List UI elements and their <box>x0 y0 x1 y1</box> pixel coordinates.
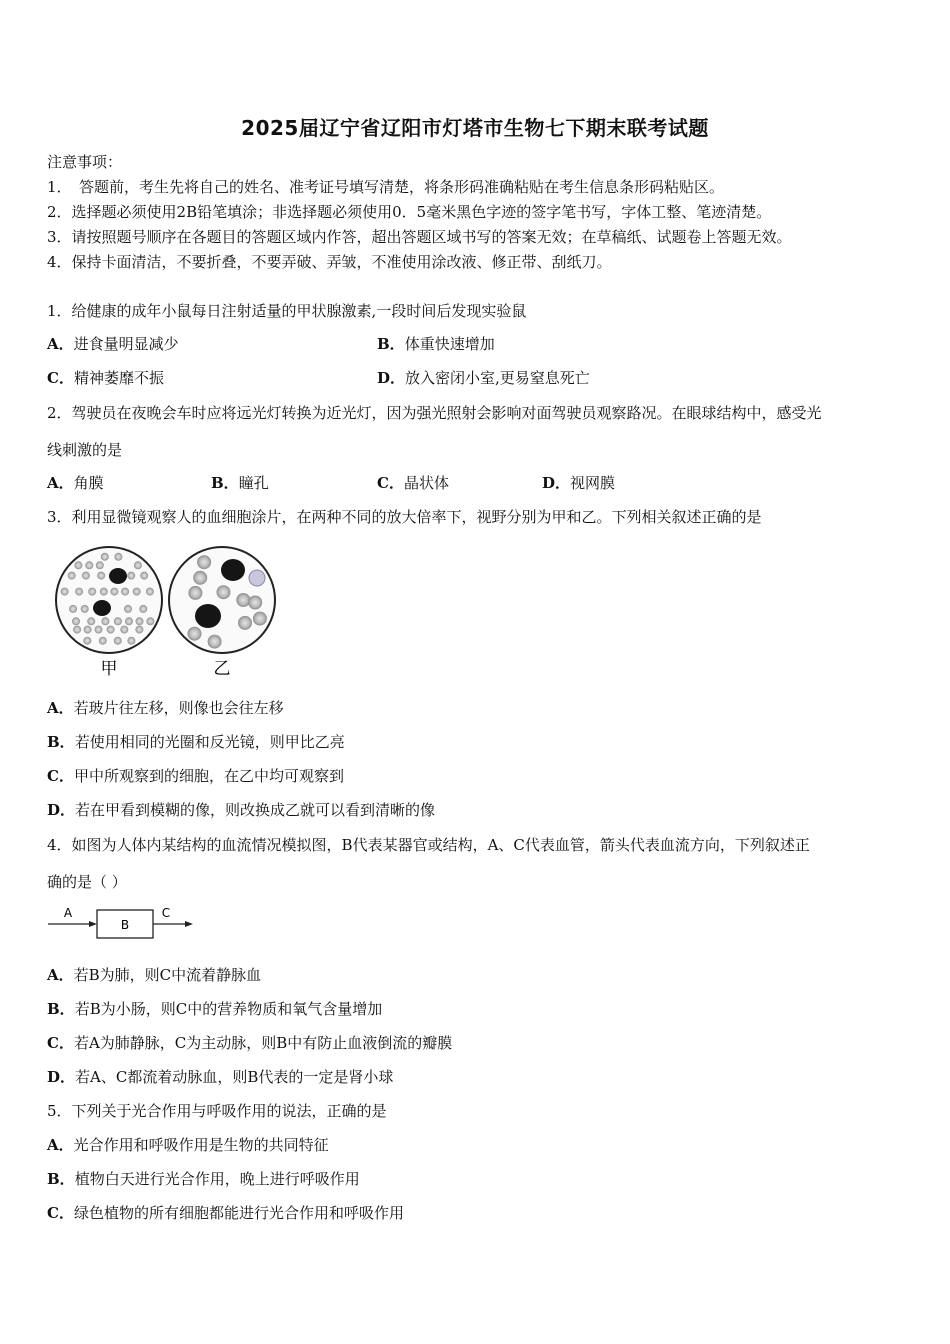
notice-item-1: 1． 答题前，考生先将自己的姓名、准考证号填写清楚，将条形码准确粘贴在考生信息条形码粘贴区。 <box>47 178 725 196</box>
red-blood-cell-icon <box>61 588 69 596</box>
q5-option-a: A．光合作用和呼吸作用是生物的共同特征 <box>47 1136 329 1154</box>
white-blood-cell-icon <box>93 600 111 616</box>
q1-option-a: A．进食量明显减少 <box>47 335 179 353</box>
red-blood-cell-icon <box>253 612 267 626</box>
red-blood-cell-icon <box>101 617 109 625</box>
red-blood-cell-icon <box>114 553 122 561</box>
white-blood-cell-icon <box>221 559 245 581</box>
red-blood-cell-icon <box>69 605 77 613</box>
q4-option-c: C．若A为肺静脉，C为主动脉，则B中有防止血液倒流的瓣膜 <box>47 1034 453 1052</box>
label-c: C <box>161 906 171 920</box>
q1-option-d: D．放入密闭小室,更易窒息死亡 <box>377 369 590 387</box>
q2-option-d: D．视网膜 <box>542 474 616 492</box>
red-blood-cell-icon <box>238 616 252 630</box>
label-b: B <box>120 918 130 932</box>
red-blood-cell-icon <box>125 617 133 625</box>
red-blood-cell-icon <box>96 561 104 569</box>
red-blood-cell-icon <box>139 605 147 613</box>
red-blood-cell-icon <box>87 617 95 625</box>
red-blood-cell-icon <box>114 637 122 645</box>
white-blood-cell-icon <box>109 568 127 584</box>
q1-option-b: B．体重快速增加 <box>377 335 495 353</box>
red-blood-cell-icon <box>88 588 96 596</box>
field-label-yi: 乙 <box>213 659 231 679</box>
notice-item-4: 4．保持卡面清洁，不要折叠，不要弄破、弄皱，不准使用涂改液、修正带、刮纸刀。 <box>47 253 612 271</box>
q2-stem-line-2: 线刺激的是 <box>47 441 123 459</box>
microscope-field-yi <box>169 547 275 653</box>
red-blood-cell-icon <box>248 596 262 610</box>
red-blood-cell-icon <box>97 572 105 580</box>
q2-stem-line-1: 2．驾驶员在夜晚会车时应将远光灯转换为近光灯，因为强光照射会影响对面驾驶员观察路况。在眼球结构中，感受光 <box>47 404 822 422</box>
q5-option-c: C．绿色植物的所有细胞都能进行光合作用和呼吸作用 <box>47 1204 404 1222</box>
white-blood-cell-icon <box>195 604 221 628</box>
blood-smear-figure <box>52 538 282 680</box>
red-blood-cell-icon <box>95 626 103 634</box>
red-blood-cell-icon <box>68 572 76 580</box>
red-blood-cell-icon <box>121 588 129 596</box>
red-blood-cell-icon <box>146 617 154 625</box>
red-blood-cell-icon <box>114 617 122 625</box>
red-blood-cell-icon <box>82 572 90 580</box>
microscope-field-jia <box>56 547 162 653</box>
red-blood-cell-icon <box>107 626 115 634</box>
q5-stem: 5．下列关于光合作用与呼吸作用的说法，正确的是 <box>47 1102 387 1120</box>
q3-option-d: D．若在甲看到模糊的像，则改换成乙就可以看到清晰的像 <box>47 801 436 819</box>
red-blood-cell-icon <box>134 561 142 569</box>
q4-option-b: B．若B为小肠，则C中的营养物质和氧气含量增加 <box>47 1000 383 1018</box>
red-blood-cell-icon <box>133 588 141 596</box>
q3-stem: 3．利用显微镜观察人的血细胞涂片，在两种不同的放大倍率下，视野分别为甲和乙。下列相关叙述正确的是 <box>47 508 762 526</box>
red-blood-cell-icon <box>136 617 144 625</box>
q4-option-a: A．若B为肺，则C中流着静脉血 <box>47 966 262 984</box>
blood-flow-diagram <box>46 902 196 942</box>
red-blood-cell-icon <box>110 588 118 596</box>
red-blood-cell-icon <box>120 626 128 634</box>
red-blood-cell-icon <box>74 561 82 569</box>
notice-item-2: 2．选择题必须使用2B铅笔填涂；非选择题必须使用0．5毫米黑色字迹的签字笔书写，字体工整、笔迹清楚。 <box>47 203 772 221</box>
q3-option-a: A．若玻片往左移，则像也会往左移 <box>47 699 284 717</box>
red-blood-cell-icon <box>81 605 89 613</box>
red-blood-cell-icon <box>188 627 202 641</box>
red-blood-cell-icon <box>99 637 107 645</box>
q4-stem-line-1: 4．如图为人体内某结构的血流情况模拟图，B代表某器官或结构，A、C代表血管，箭头代表血流方向，下列叙述正 <box>47 836 810 854</box>
red-blood-cell-icon <box>208 635 222 649</box>
q2-option-b: B．瞳孔 <box>211 474 269 492</box>
q2-option-a: A．角膜 <box>47 474 104 492</box>
arrow-right-icon <box>89 921 97 927</box>
arrow-right-icon <box>185 921 193 927</box>
red-blood-cell-icon <box>75 588 83 596</box>
red-blood-cell-icon <box>84 626 92 634</box>
red-blood-cell-icon <box>193 571 207 585</box>
q4-option-d: D．若A、C都流着动脉血，则B代表的一定是肾小球 <box>47 1068 394 1086</box>
field-label-jia: 甲 <box>100 659 118 679</box>
page-title: 2025届辽宁省辽阳市灯塔市生物七下期末联考试题 <box>241 116 709 140</box>
red-blood-cell-icon <box>127 637 135 645</box>
q1-option-c: C．精神萎靡不振 <box>47 369 164 387</box>
red-blood-cell-icon <box>236 593 250 607</box>
notice-item-3: 3．请按照题号顺序在各题目的答题区域内作答，超出答题区域书写的答案无效；在草稿纸、试题卷上答题无效。 <box>47 228 792 246</box>
q5-option-b: B．植物白天进行光合作用，晚上进行呼吸作用 <box>47 1170 360 1188</box>
q2-option-c: C．晶状体 <box>377 474 449 492</box>
red-blood-cell-icon <box>188 586 202 600</box>
notice-heading: 注意事项： <box>47 153 123 171</box>
red-blood-cell-icon <box>73 626 81 634</box>
q3-option-c: C．甲中所观察到的细胞，在乙中均可观察到 <box>47 767 344 785</box>
label-a: A <box>63 906 73 920</box>
red-blood-cell-icon <box>127 572 135 580</box>
red-blood-cell-icon <box>197 555 211 569</box>
red-blood-cell-icon <box>83 637 91 645</box>
red-blood-cell-icon <box>72 617 80 625</box>
red-blood-cell-icon <box>100 588 108 596</box>
red-blood-cell-icon <box>146 588 154 596</box>
red-blood-cell-icon <box>85 561 93 569</box>
red-blood-cell-icon <box>124 605 132 613</box>
q1-stem: 1．给健康的成年小鼠每日注射适量的甲状腺激素,一段时间后发现实验鼠 <box>47 302 527 320</box>
red-blood-cell-icon <box>217 585 231 599</box>
q4-stem-line-2: 确的是（ ） <box>47 873 127 891</box>
q3-option-b: B．若使用相同的光圈和反光镜，则甲比乙亮 <box>47 733 345 751</box>
red-blood-cell-icon <box>101 553 109 561</box>
red-blood-cell-icon <box>135 626 143 634</box>
red-blood-cell-icon <box>140 572 148 580</box>
